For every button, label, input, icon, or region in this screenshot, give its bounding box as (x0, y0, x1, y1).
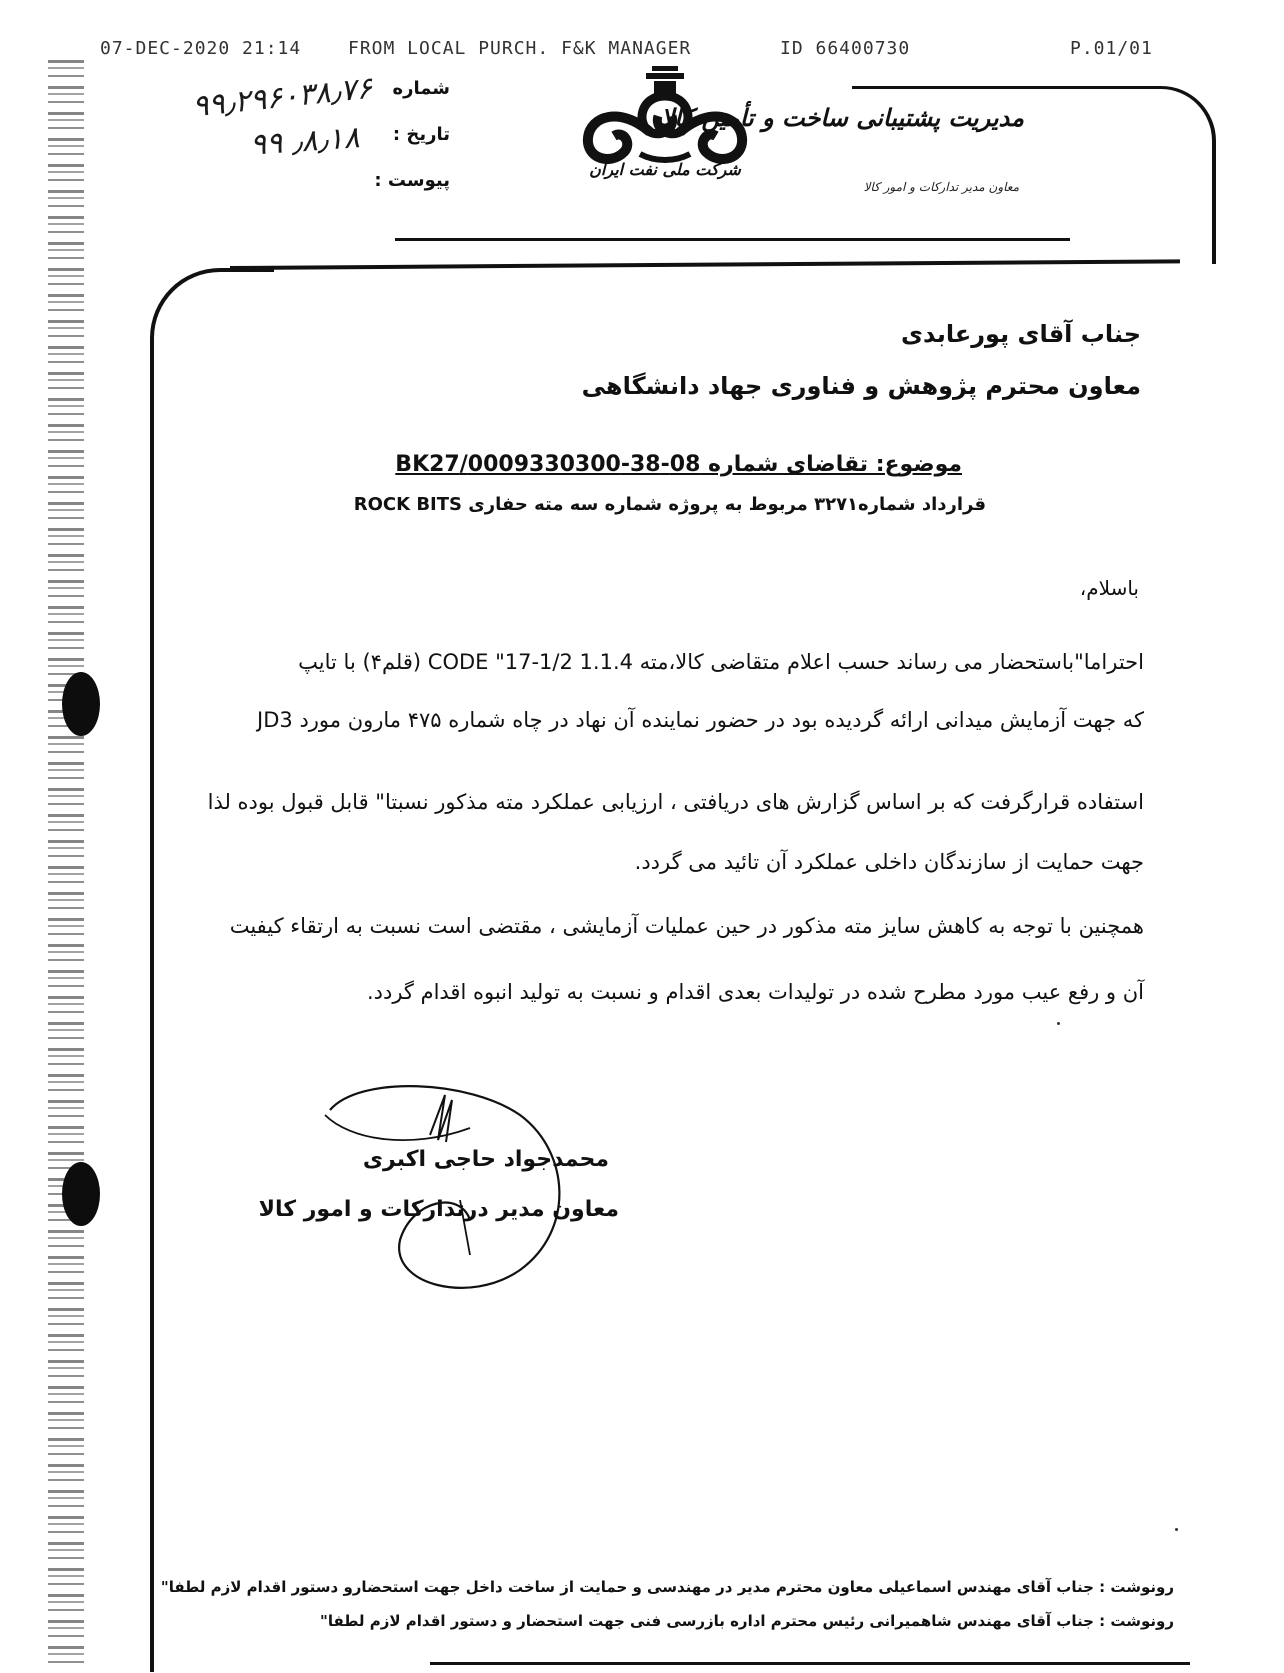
content-frame-left (150, 268, 274, 1672)
department-title: مدیریت پشتیبانی ساخت و تأمین کالا (660, 104, 1024, 132)
paragraph-1-line-2: JD3 که جهت آزمایش میدانی ارائه گردیده بود در حضور نماینده آن نهاد در چاه شماره ۴۷۵ مارون مورد (257, 708, 1144, 732)
addressee-title: معاون محترم پژوهش و فناوری جهاد دانشگاهی (581, 372, 1141, 400)
paragraph-1-line-3: استفاده قرارگرفت که بر اساس گزارش های دریافتی ، ارزیابی عملکرد مته مذکور نسبتا" قابل قبول بوده لذا (207, 790, 1144, 814)
punch-hole-top (62, 672, 100, 736)
subject-line: موضوع: تقاضای شماره 08-38-0009330300/BK27 (395, 452, 962, 477)
signatory-name: محمدجواد حاجی اکبری (362, 1147, 609, 1172)
cc-line-2: رونوشت : جناب آقای مهندس شاهمیرانی رئیس محترم اداره بازرسی فنی جهت استحضار و دستور اقدام لازم لطفا" (320, 1612, 1174, 1630)
punch-hole-bottom (62, 1162, 100, 1226)
department-subtitle: معاون مدیر تدارکات و امور کالا (863, 180, 1019, 194)
fax-from: FROM LOCAL PURCH. F&K MANAGER (348, 38, 692, 59)
scan-speck (1057, 1022, 1060, 1025)
scan-edge-artifact (48, 60, 84, 1670)
contract-reference: قرارداد شماره۳۲۷۱ مربوط به پروژه شماره سه مته حفاری ROCK BITS (353, 494, 986, 515)
paragraph-1-line-1: احتراما"باستحضار می رساند حسب اعلام متقاضی کالا،مته 1.1.4 CODE "17-1/2 (قلم۴) با تایپ (298, 650, 1144, 674)
fax-header (100, 38, 1180, 62)
handwritten-date: ۹۹ ٫۸٫۱۸ (248, 120, 361, 163)
number-label: شماره (392, 78, 450, 99)
fax-datetime: 07-DEC-2020 21:14 (100, 38, 302, 59)
company-name: شرکت ملی نفت ایران (589, 160, 741, 179)
fax-id: ID 66400730 (780, 38, 911, 59)
scan-speck (1175, 1528, 1178, 1531)
paragraph-2-line-1: همچنین با توجه به کاهش سایز مته مذکور در حین عملیات آزمایشی ، مقتضی است نسبت به ارتقاء کیفیت (229, 914, 1144, 938)
letterhead-frame (852, 86, 1216, 264)
content-frame-bottom (430, 1662, 1190, 1665)
attachment-label: پیوست : (374, 170, 450, 191)
handwritten-number: ۹۹٫۲۹۶۰۳۸٫۷۶ (190, 70, 374, 125)
paragraph-2-line-2: آن و رفع عیب مورد مطرح شده در تولیدات بعدی اقدام و نسبت به تولید انبوه اقدام گردد. (366, 980, 1144, 1004)
signatory-title: معاون مدیر درتدارکات و امور کالا (258, 1197, 619, 1222)
cc-line-1: رونوشت : جناب آقای مهندس اسماعیلی معاون محترم مدیر در مهندسی و حمایت از ساخت داخل جهت استحضارو دستور اقدام لازم لطفا" (160, 1578, 1174, 1596)
content-frame-top (230, 259, 1180, 270)
handwritten-signature (320, 1080, 650, 1290)
addressee-name: جناب آقای پورعابدی (900, 320, 1141, 348)
paragraph-1-line-4: جهت حمایت از سازندگان داخلی عملکرد آن تائید می گردد. (634, 850, 1144, 874)
date-label: تاریخ : (392, 124, 450, 145)
fax-page: P.01/01 (1070, 38, 1153, 59)
greeting: باسلام، (1079, 576, 1139, 600)
